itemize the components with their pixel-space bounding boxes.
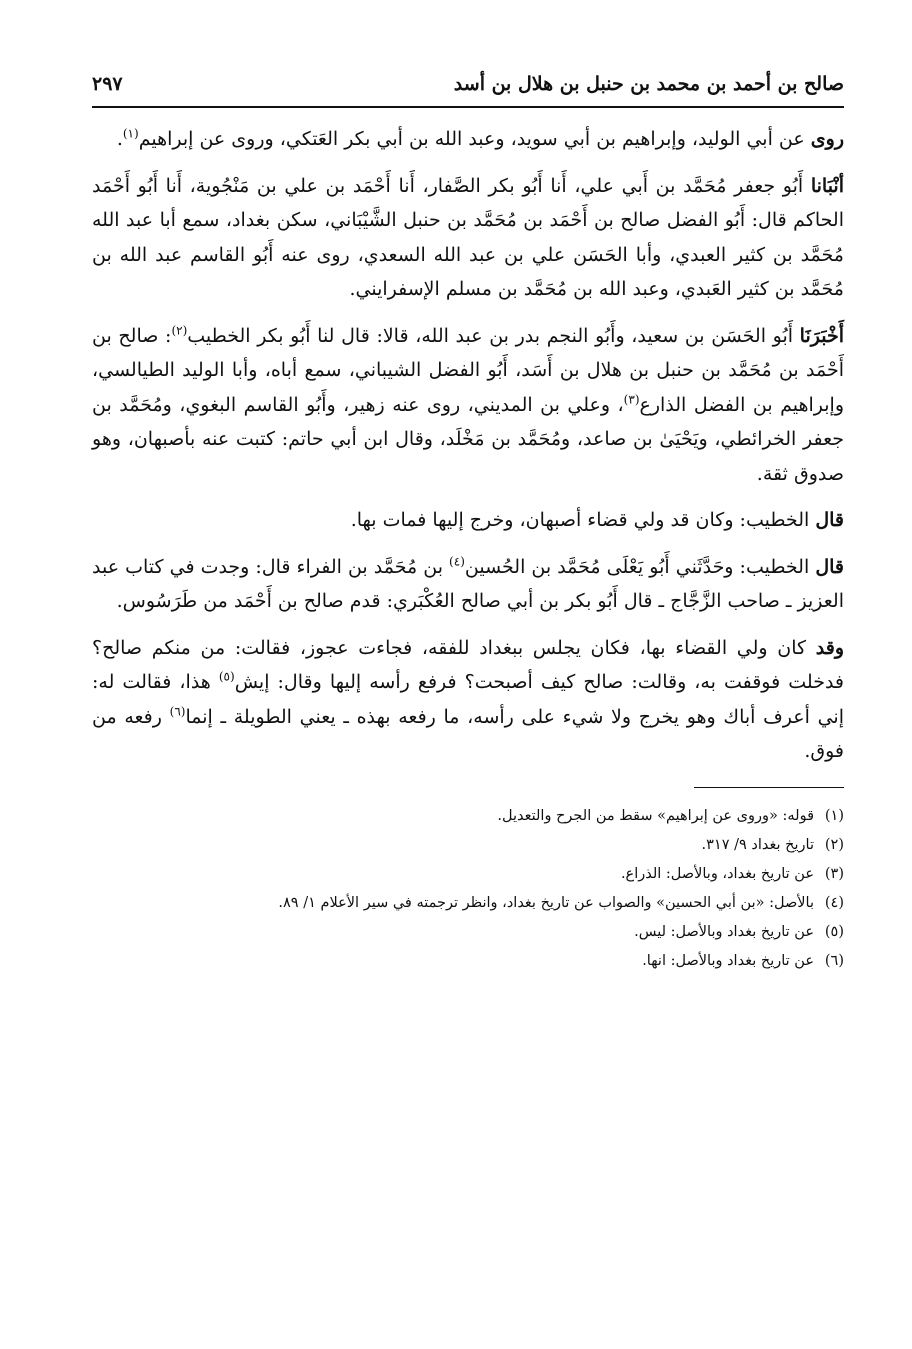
- running-header: [92, 62, 844, 108]
- page-number: ٢٩٧: [92, 73, 123, 95]
- paragraph-tail: هذا، فقالت له: إني أعرف أباك وهو يخرج ولا شيء على رأسه، ما رفعه بهذه ـ يعني الطويلة ـ إنما: [92, 671, 844, 728]
- footnote-1: [92, 802, 844, 831]
- footnote-text: عن تاريخ بغداد وبالأصل: انها.: [642, 952, 814, 969]
- paragraph-4: [92, 503, 844, 538]
- footnote-number: (٦): [824, 952, 844, 969]
- paragraph-2: [92, 169, 844, 307]
- footnote-text: بالأصل: «بن أبي الحسين» والصواب عن تاريخ بغداد، وانظر ترجمته في سير الأعلام ١/ ٨٩.: [278, 894, 814, 911]
- footnote-ref: (٣): [623, 392, 640, 407]
- paragraph-tail: .: [116, 128, 123, 150]
- footnote-number: (١): [824, 807, 844, 824]
- paragraph-text: عن أبي الوليد، وإبراهيم بن أبي سويد، وعبد الله بن أبي بكر العَتكي، وروى عن إبراهيم: [138, 128, 811, 150]
- paragraph-1: [92, 122, 844, 157]
- footnote-6: [92, 947, 844, 976]
- paragraph-tail: : صالح بن أَحْمَد بن مُحَمَّد بن حنبل بن هلال بن أَسَد، أَبُو الفضل الشيباني، سمع أباه، وأبا الوليد الطيالسي، وإبراهيم بن الفضل الذارع: [92, 324, 845, 416]
- paragraph-lead: أَخْبَرَنَا: [799, 324, 844, 347]
- paragraph-3: [92, 319, 844, 492]
- paragraph-tail: بن مُحَمَّد بن الفراء قال: وجدت في كتاب عبد العزيز ـ صاحب الزَّجَّاج ـ قال أَبُو بكر بن أبي صالح العُكْبَري: قدم صالح بن أَحْمَد من طَرَسُوس.: [92, 555, 844, 612]
- paragraph-lead: روى: [810, 128, 844, 150]
- footnote-3: [92, 860, 844, 889]
- footnote-4: [92, 889, 844, 918]
- footnotes: [92, 802, 844, 976]
- paragraph-text: الخطيب: وكان قد ولي قضاء أصبهان، وخرج إليها فمات بها.: [350, 509, 816, 531]
- paragraph-5: [92, 550, 844, 619]
- footnote-number: (٥): [824, 923, 844, 940]
- footnote-number: (٤): [824, 894, 844, 911]
- footnote-ref: (٥): [218, 669, 235, 684]
- footnote-text: عن تاريخ بغداد، وبالأصل: الذراع.: [620, 865, 814, 882]
- paragraph-text: أَبُو جعفر مُحَمَّد بن أَبي علي، أَنا أَبُو بكر الصَّفار، أَنا أَحْمَد بن علي بن مَنْجُوية، أَنا أَبُو أَحْمَد الحاكم قال: أَبُو الفضل صالح بن أَحْمَد بن مُحَمَّد بن حنبل الشَّيْبَاني، سكن بغداد، سمع أبا عبد الله مُحَمَّد بن كثير العبدي، وأبا الحَسَن علي بن عبد الله السعدي، روى عنه أَبُو القاسم عبد الله بن مُحَمَّد بن كثير العَبدي، وعبد الله بن مُحَمَّد بن مسلم الإسفرايني.: [92, 174, 844, 300]
- paragraph-tail: ، وعلي بن المديني، روى عنه زهير، وأَبُو القاسم البغوي، ومُحَمَّد بن جعفر الخرائطي، ويَحْيَىٰ بن صاعد، ومُحَمَّد بن مَخْلَد، وقال ابن أبي حاتم: كتبت عنه بأصبهان، وهو صدوق ثقة.: [92, 393, 844, 485]
- footnote-ref: (١): [122, 126, 139, 141]
- footnote-ref: (٦): [169, 704, 186, 719]
- book-page: [92, 62, 844, 976]
- footnote-text: تاريخ بغداد ٩/ ٣١٧.: [701, 836, 814, 853]
- running-title: صالح بن أحمد بن محمد بن حنبل بن هلال بن أسد: [453, 73, 844, 95]
- footnote-number: (٣): [824, 865, 844, 882]
- paragraph-text: أَبُو الحَسَن بن سعيد، وأَبُو النجم بدر بن عبد الله، قالا: قال لنا أَبُو بكر الخطيب: [187, 324, 800, 347]
- paragraph-lead: أنْبَانا: [810, 174, 844, 197]
- paragraph-6: [92, 631, 844, 769]
- paragraph-lead: وقد: [815, 636, 844, 659]
- footnote-text: عن تاريخ بغداد وبالأصل: ليس.: [634, 923, 814, 940]
- footnote-divider: [694, 787, 844, 788]
- main-text: [92, 122, 844, 769]
- footnote-number: (٢): [824, 836, 844, 853]
- footnote-2: [92, 831, 844, 860]
- footnote-ref: (٢): [171, 323, 188, 338]
- paragraph-lead: قال: [815, 509, 844, 531]
- footnote-ref: (٤): [449, 554, 465, 569]
- paragraph-text: كان ولي القضاء بها، فكان يجلس ببغداد للفقه، فجاءت عجوز، فقالت: من منكم صالح؟ فدخلت فوقفت به، وقالت: صالح كيف أصبحت؟ فرفع رأسه إليها وقال: إيش: [92, 636, 845, 693]
- footnote-5: [92, 918, 844, 947]
- paragraph-tail: رفعه من فوق.: [92, 705, 844, 762]
- paragraph-lead: قال: [815, 555, 844, 578]
- footnote-text: قوله: «وروى عن إبراهيم» سقط من الجرح والتعديل.: [497, 807, 814, 824]
- paragraph-text: الخطيب: وحَدَّثَني أَبُو يَعْلَى مُحَمَّد بن الحُسين: [464, 555, 816, 578]
